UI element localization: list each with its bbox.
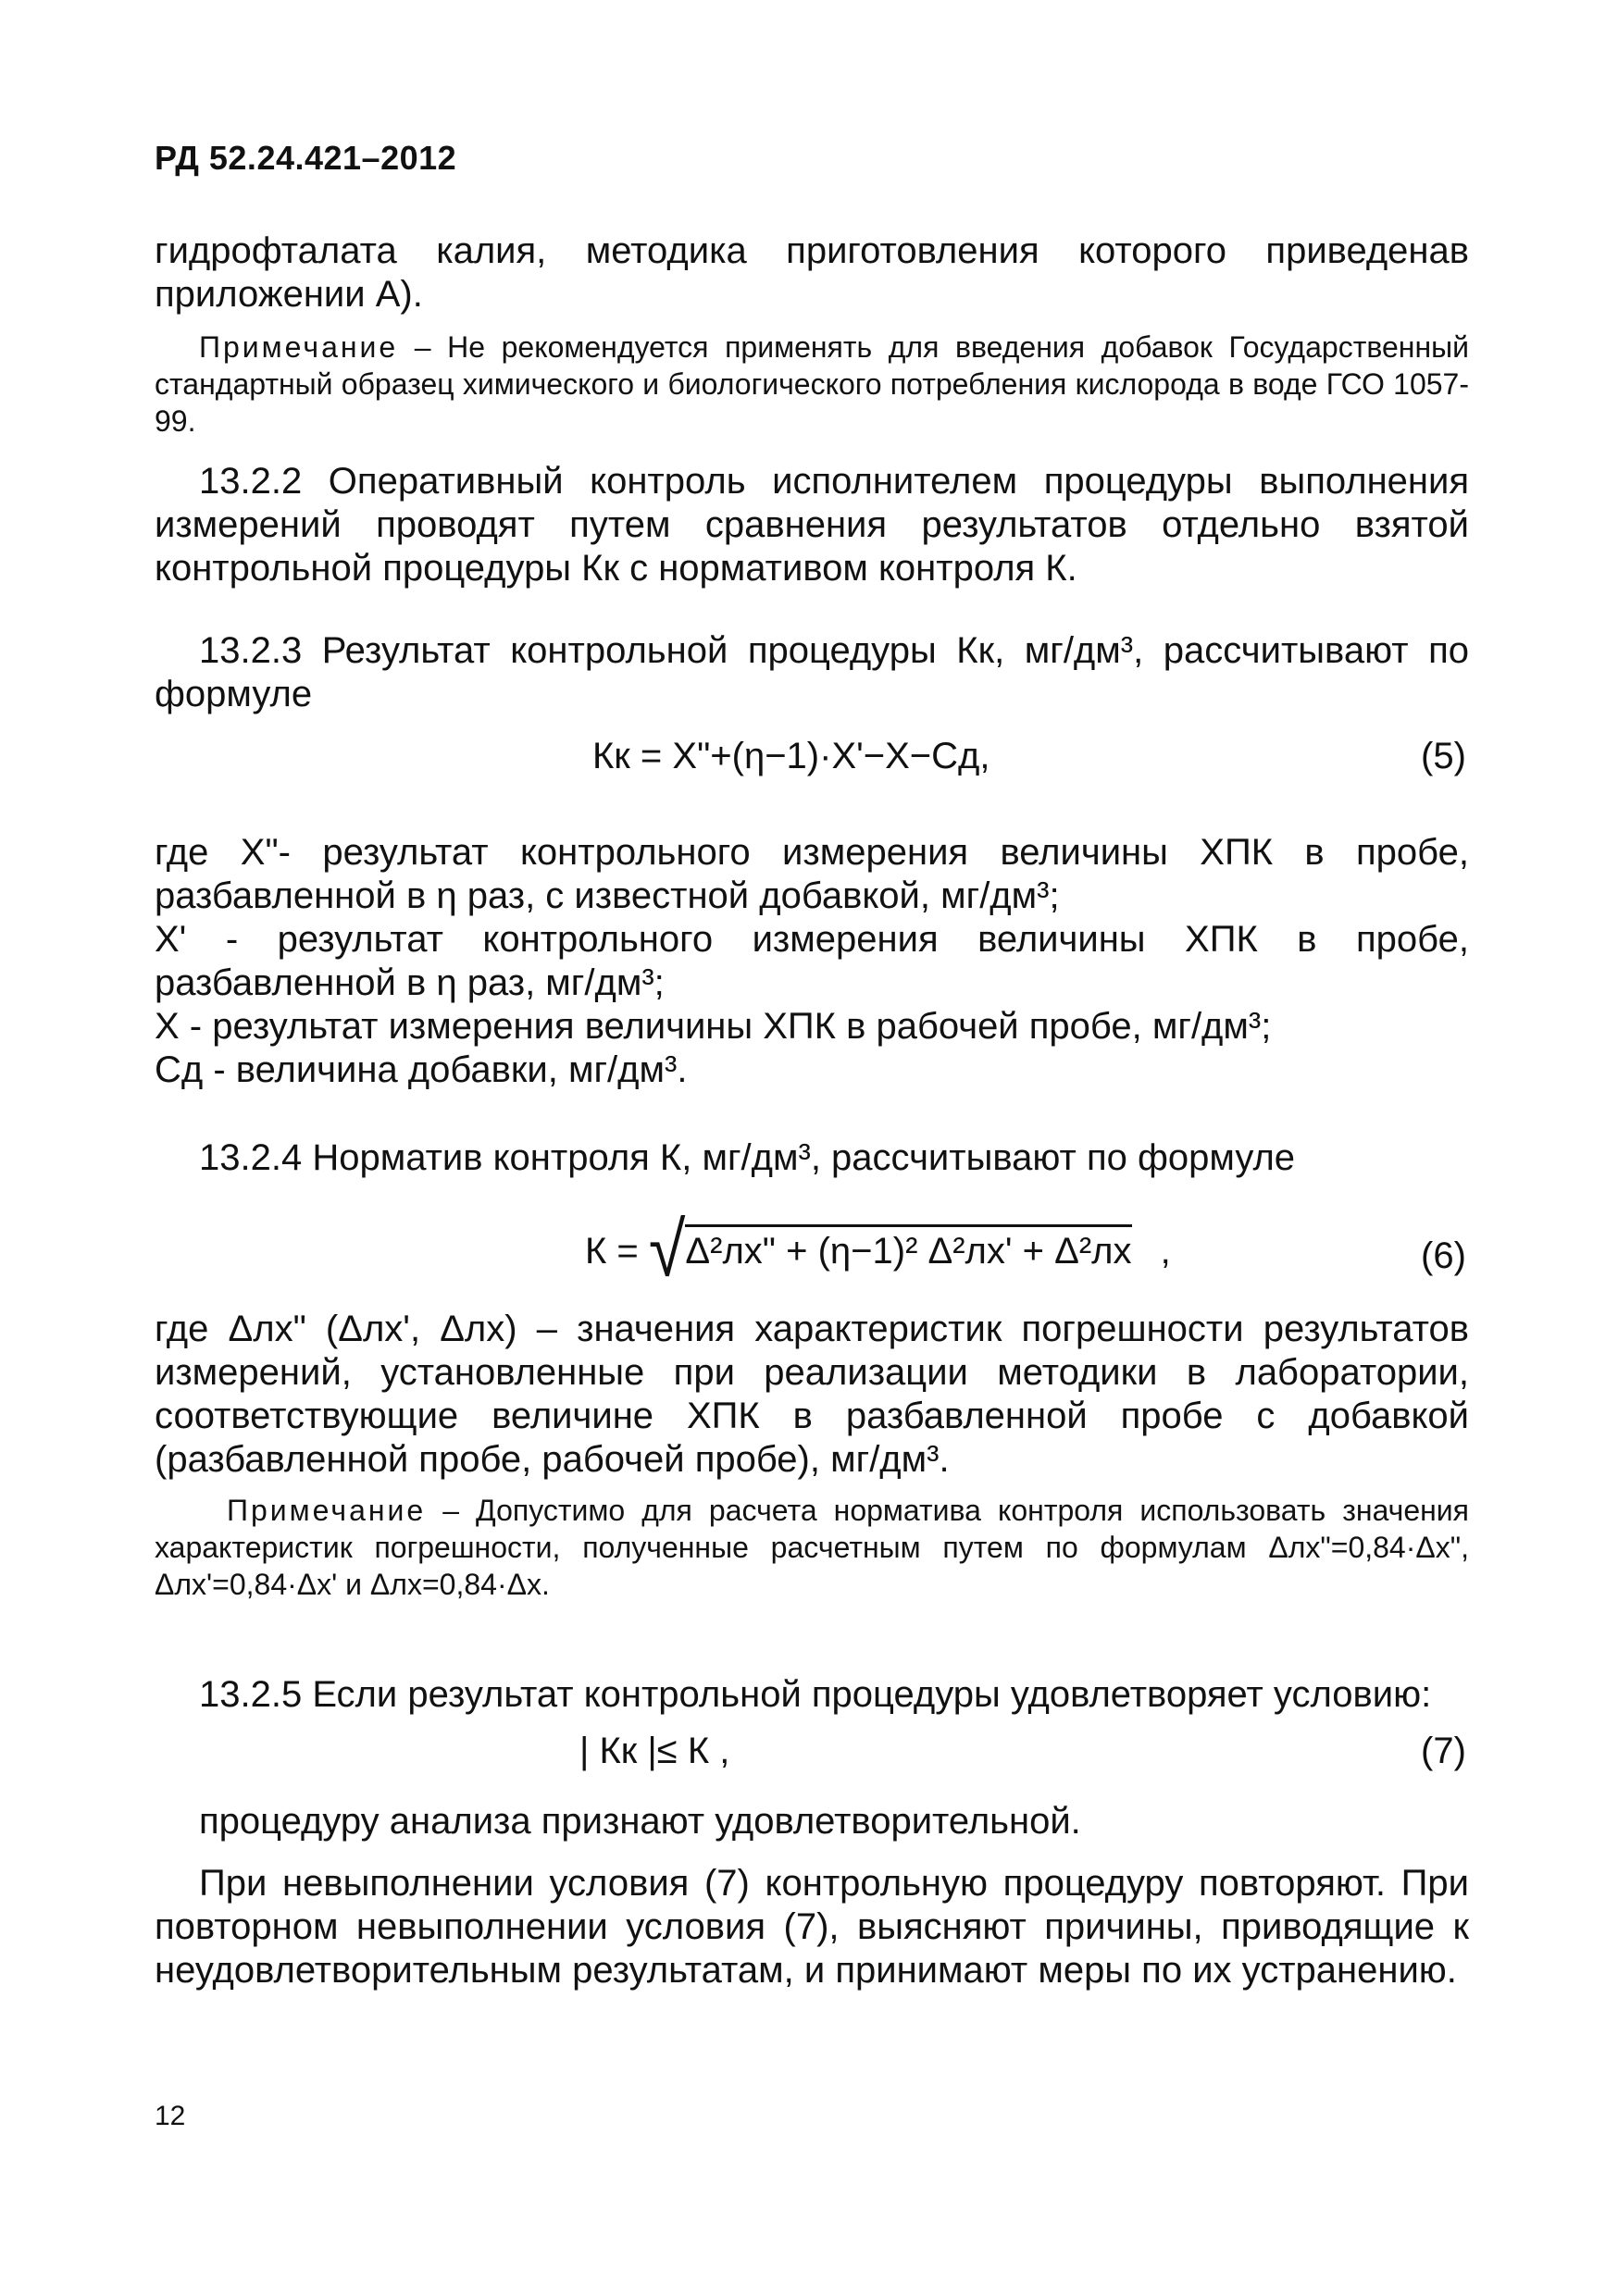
formula-5-definitions	[155, 831, 1469, 1092]
section-13-2-3: 13.2.3 Результат контрольной процедуры Кк, мг/дм³, рассчитывают по формуле	[155, 630, 1469, 714]
section-13-2-5: 13.2.5 Если результат контрольной процедуры удовлетворяет условию:	[199, 1674, 1432, 1715]
continued-paragraph: гидрофталата калия, методика приготовления которого приведенав приложении А).	[155, 230, 1469, 315]
note-1-label: Примечание	[199, 330, 399, 364]
note-2	[155, 1492, 1469, 1603]
section-13-2-2: 13.2.2 Оперативный контроль исполнителем процедуры выполнения измерений проводят путем сравнения результатов отдельно взятой контрольной процедуры Кк с нормативом контроля К.	[155, 461, 1469, 589]
section-13-2-4: 13.2.4 Норматив контроля К, мг/дм³, рассчитывают по формуле	[199, 1137, 1296, 1178]
formula-6	[585, 1208, 1171, 1293]
page-number: 12	[155, 2101, 186, 2131]
definition-x-double-prime: где X"- результат контрольного измерения величины ХПК в пробе, разбавленной в η раз, с известной добавкой, мг/дм³;	[155, 832, 1469, 916]
formula-6-lhs: К =	[585, 1231, 639, 1272]
formula-6-radicand: Δ²лх" + (η−1)² Δ²лх' + Δ²лх	[685, 1224, 1131, 1272]
formula-6-number: (6)	[1421, 1235, 1466, 1276]
formula-5: Кк = X"+(η−1)·X'−X−Сд,	[592, 736, 990, 776]
definition-x: X - результат измерения величины ХПК в рабочей пробе, мг/дм³;	[155, 1006, 1272, 1047]
formula-5-number: (5)	[1421, 736, 1466, 776]
note-2-label: Примечание	[227, 1494, 427, 1527]
definition-cd: Сд - величина добавки, мг/дм³.	[155, 1049, 688, 1090]
definition-x-prime: X' - результат контрольного измерения величины ХПК в пробе, разбавленной в η раз, мг/дм³;	[155, 919, 1469, 1003]
note-2-text: – Допустимо для расчета норматива контроля использовать значения характеристик погрешности, полученные расчетным путем по формулам Δлх"=0,84·Δх", Δлх'=0,84·Δх' и Δлх=0,84·Δх.	[155, 1494, 1469, 1601]
note-1-text: – Не рекомендуется применять для введения добавок Государственный стандартный образец химического и биологического потребления кислорода в воде ГСО 1057-99.	[155, 330, 1469, 438]
paragraph-fail: При невыполнении условия (7) контрольную процедуру повторяют. При повторном невыполнении условия (7), выясняют причины, приводящие к неудовлетворительным результатам, и принимают меры по их устранению.	[155, 1863, 1469, 1991]
note-1	[155, 329, 1469, 440]
formula-6-tail: ,	[1160, 1231, 1171, 1272]
square-root-icon: √	[648, 1208, 686, 1293]
formula-7: | Кк |≤ К ,	[579, 1731, 730, 1771]
formula-6-definitions: где Δлх" (Δлх', Δлх) – значения характеристик погрешности результатов измерений, установленные при реализации методики в лаборатории, соответствующие величине ХПК в разбавленной пробе с добавкой (разбавленной пробе, рабочей пробе), мг/дм³.	[155, 1309, 1469, 1480]
paragraph-accept: процедуру анализа признают удовлетворительной.	[199, 1801, 1081, 1842]
formula-7-number: (7)	[1421, 1731, 1466, 1771]
document-header: РД 52.24.421–2012	[155, 139, 457, 177]
